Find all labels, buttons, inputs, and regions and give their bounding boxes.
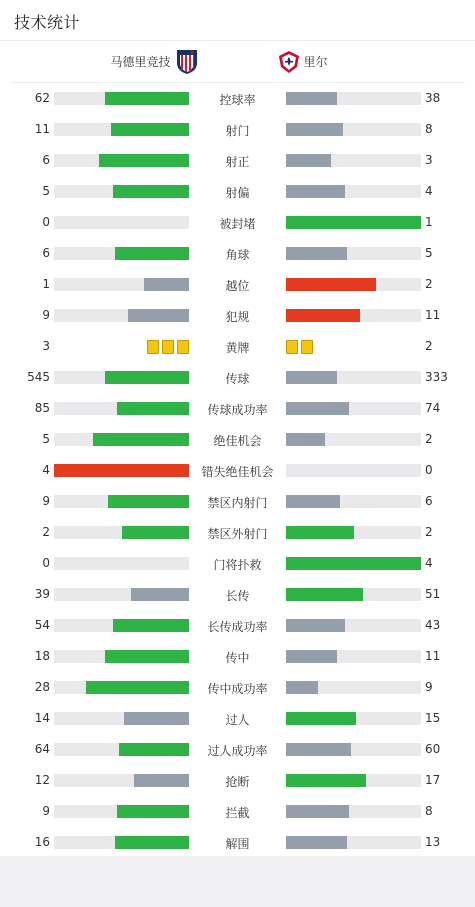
away-bar-track xyxy=(286,154,421,167)
home-stat-value: 1 xyxy=(42,277,50,291)
away-stat-value: 0 xyxy=(425,463,433,477)
yellow-card-icon xyxy=(147,340,159,354)
away-bar-track xyxy=(286,216,421,229)
away-stat-value: 74 xyxy=(425,401,441,415)
stat-row xyxy=(0,548,475,579)
away-stat-value: 17 xyxy=(425,773,441,787)
away-bar-fill xyxy=(286,185,345,198)
stat-label: 射偏 xyxy=(225,186,250,200)
home-stat-value: 4 xyxy=(42,463,50,477)
home-stat-value: 62 xyxy=(34,91,50,105)
home-bar-fill xyxy=(111,123,189,136)
home-bar-track xyxy=(54,836,189,849)
stat-row xyxy=(0,610,475,641)
away-bar-fill xyxy=(286,92,337,105)
home-bar-fill xyxy=(144,278,189,291)
away-bar-track xyxy=(286,92,421,105)
home-stat-value: 2 xyxy=(42,525,50,539)
home-stat-value: 85 xyxy=(34,401,50,415)
home-bar-fill xyxy=(117,805,189,818)
away-stat-value: 13 xyxy=(425,835,441,849)
home-stat-value: 5 xyxy=(42,432,50,446)
stat-row xyxy=(0,486,475,517)
away-stat-value: 60 xyxy=(425,742,441,756)
away-bar-fill xyxy=(286,495,340,508)
home-bar-fill xyxy=(108,495,189,508)
away-stat-value: 51 xyxy=(425,587,441,601)
away-bar-track xyxy=(286,185,421,198)
away-stat-value: 8 xyxy=(425,804,433,818)
stat-label: 过人 xyxy=(225,713,250,727)
away-bar-fill xyxy=(286,371,337,384)
away-bar-fill xyxy=(286,681,318,694)
atletico-madrid-crest-icon xyxy=(176,49,198,75)
home-bar-fill xyxy=(115,836,189,849)
home-bar-fill xyxy=(113,185,189,198)
home-bar-fill xyxy=(86,681,189,694)
stat-label: 绝佳机会 xyxy=(213,434,262,448)
away-bar-track xyxy=(286,836,421,849)
stat-label: 射正 xyxy=(225,155,250,169)
stat-row xyxy=(0,269,475,300)
away-yellow-cards xyxy=(286,340,313,353)
stat-row xyxy=(0,83,475,114)
home-stat-value: 39 xyxy=(34,587,50,601)
away-stat-value: 3 xyxy=(425,153,433,167)
away-bar-track xyxy=(286,650,421,663)
away-bar-fill xyxy=(286,278,376,291)
home-bar-track xyxy=(54,774,189,787)
home-stat-value: 0 xyxy=(42,556,50,570)
home-bar-track xyxy=(54,216,189,229)
home-stat-value: 64 xyxy=(34,742,50,756)
home-bar-track xyxy=(54,805,189,818)
home-bar-track xyxy=(54,681,189,694)
home-bar-track xyxy=(54,92,189,105)
home-bar-track xyxy=(54,402,189,415)
home-stat-value: 545 xyxy=(27,370,50,384)
away-stat-value: 2 xyxy=(425,277,433,291)
stat-label: 黄牌 xyxy=(225,341,250,355)
stat-label: 传球成功率 xyxy=(207,403,268,417)
stat-row xyxy=(0,641,475,672)
home-stat-value: 9 xyxy=(42,804,50,818)
stat-row xyxy=(0,114,475,145)
away-bar-fill xyxy=(286,743,351,756)
home-bar-track xyxy=(54,247,189,260)
home-bar-track xyxy=(54,588,189,601)
home-bar-track xyxy=(54,433,189,446)
stat-row xyxy=(0,300,475,331)
away-bar-fill xyxy=(286,774,366,787)
stat-label: 传中 xyxy=(225,651,250,665)
away-bar-fill xyxy=(286,557,421,570)
stat-row xyxy=(0,331,475,362)
home-bar-track xyxy=(54,619,189,632)
section-header xyxy=(0,0,475,41)
home-bar-fill xyxy=(105,371,189,384)
home-stat-value: 16 xyxy=(34,835,50,849)
stat-row xyxy=(0,176,475,207)
home-bar-fill xyxy=(122,526,190,539)
away-bar-track xyxy=(286,805,421,818)
away-stat-value: 6 xyxy=(425,494,433,508)
away-bar-track xyxy=(286,371,421,384)
away-stat-value: 11 xyxy=(425,308,441,322)
yellow-card-icon xyxy=(177,340,189,354)
home-bar-track xyxy=(54,123,189,136)
away-stat-value: 43 xyxy=(425,618,441,632)
stat-row xyxy=(0,703,475,734)
home-bar-fill xyxy=(124,712,189,725)
away-bar-track xyxy=(286,588,421,601)
yellow-card-icon xyxy=(162,340,174,354)
stat-row xyxy=(0,455,475,486)
home-bar-fill xyxy=(131,588,189,601)
away-bar-fill xyxy=(286,402,349,415)
home-bar-fill xyxy=(93,433,189,446)
stat-row xyxy=(0,145,475,176)
home-bar-track xyxy=(54,371,189,384)
away-team[interactable] xyxy=(278,41,328,82)
away-stat-value: 333 xyxy=(425,370,448,384)
stat-label: 禁区内射门 xyxy=(207,496,268,510)
away-stat-value: 11 xyxy=(425,649,441,663)
home-stat-value: 5 xyxy=(42,184,50,198)
away-bar-fill xyxy=(286,526,354,539)
away-bar-fill xyxy=(286,619,345,632)
home-bar-track xyxy=(54,526,189,539)
home-bar-fill xyxy=(105,92,189,105)
stats-list xyxy=(0,83,475,858)
stat-row xyxy=(0,362,475,393)
home-stat-value: 0 xyxy=(42,215,50,229)
home-bar-track xyxy=(54,309,189,322)
yellow-card-icon xyxy=(301,340,313,354)
home-team-name: 马德里竞技 xyxy=(110,55,171,69)
away-stat-value: 4 xyxy=(425,556,433,570)
home-bar-fill xyxy=(99,154,189,167)
stat-label: 拦截 xyxy=(225,806,250,820)
stat-label: 控球率 xyxy=(219,93,256,107)
away-stat-value: 4 xyxy=(425,184,433,198)
home-stat-value: 14 xyxy=(34,711,50,725)
away-bar-fill xyxy=(286,154,331,167)
home-bar-fill xyxy=(113,619,189,632)
teams-header xyxy=(10,41,465,83)
away-bar-fill xyxy=(286,712,356,725)
away-bar-track xyxy=(286,619,421,632)
home-stat-value: 12 xyxy=(34,773,50,787)
stat-label: 被封堵 xyxy=(219,217,256,231)
stat-label: 犯规 xyxy=(225,310,250,324)
away-bar-track xyxy=(286,526,421,539)
home-bar-track xyxy=(54,154,189,167)
home-bar-fill xyxy=(128,309,189,322)
stat-row xyxy=(0,672,475,703)
away-stat-value: 1 xyxy=(425,215,433,229)
home-bar-track xyxy=(54,650,189,663)
home-team[interactable] xyxy=(110,41,197,82)
home-bar-track xyxy=(54,557,189,570)
away-bar-track xyxy=(286,681,421,694)
yellow-card-icon xyxy=(286,340,298,354)
away-bar-track xyxy=(286,743,421,756)
home-bar-fill xyxy=(134,774,189,787)
stat-row xyxy=(0,734,475,765)
stat-label: 传中成功率 xyxy=(207,682,268,696)
home-bar-track xyxy=(54,278,189,291)
home-bar-track xyxy=(54,495,189,508)
away-stat-value: 2 xyxy=(425,339,433,353)
away-bar-track xyxy=(286,464,421,477)
home-bar-fill xyxy=(54,464,189,477)
away-bar-fill xyxy=(286,309,360,322)
home-bar-fill xyxy=(115,247,189,260)
away-stat-value: 8 xyxy=(425,122,433,136)
stat-label: 解围 xyxy=(225,837,250,851)
away-bar-fill xyxy=(286,588,363,601)
home-bar-track xyxy=(54,712,189,725)
stat-row xyxy=(0,517,475,548)
stat-label: 长传 xyxy=(225,589,250,603)
away-team-name: 里尔 xyxy=(303,55,328,69)
stat-label: 抢断 xyxy=(225,775,250,789)
away-bar-track xyxy=(286,402,421,415)
away-bar-track xyxy=(286,123,421,136)
away-bar-track xyxy=(286,495,421,508)
home-stat-value: 9 xyxy=(42,494,50,508)
away-stat-value: 9 xyxy=(425,680,433,694)
stat-row xyxy=(0,238,475,269)
home-bar-fill xyxy=(105,650,189,663)
home-yellow-cards xyxy=(147,340,189,353)
home-stat-value: 54 xyxy=(34,618,50,632)
away-bar-track xyxy=(286,433,421,446)
stat-row xyxy=(0,393,475,424)
stat-label: 越位 xyxy=(225,279,250,293)
home-stat-value: 3 xyxy=(42,339,50,353)
stat-label: 传球 xyxy=(225,372,250,386)
away-bar-fill xyxy=(286,123,343,136)
lille-crest-icon xyxy=(278,49,300,75)
away-stat-value: 2 xyxy=(425,525,433,539)
away-bar-track xyxy=(286,278,421,291)
stat-row xyxy=(0,765,475,796)
home-stat-value: 18 xyxy=(34,649,50,663)
home-stat-value: 11 xyxy=(34,122,50,136)
stat-label: 禁区外射门 xyxy=(207,527,268,541)
away-bar-track xyxy=(286,712,421,725)
away-bar-track xyxy=(286,557,421,570)
stat-label: 门将扑救 xyxy=(213,558,262,572)
home-stat-value: 9 xyxy=(42,308,50,322)
stat-row xyxy=(0,579,475,610)
stat-label: 错失绝佳机会 xyxy=(201,465,274,479)
stat-label: 长传成功率 xyxy=(207,620,268,634)
stat-label: 射门 xyxy=(225,124,250,138)
stat-label: 角球 xyxy=(225,248,250,262)
away-bar-fill xyxy=(286,836,347,849)
section-title: 技术统计 xyxy=(14,13,81,32)
home-bar-track xyxy=(54,743,189,756)
away-bar-track xyxy=(286,309,421,322)
home-bar-fill xyxy=(119,743,189,756)
home-stat-value: 6 xyxy=(42,153,50,167)
home-stat-value: 28 xyxy=(34,680,50,694)
home-bar-track xyxy=(54,464,189,477)
away-stat-value: 38 xyxy=(425,91,441,105)
home-bar-track xyxy=(54,185,189,198)
away-bar-track xyxy=(286,247,421,260)
stat-row xyxy=(0,796,475,827)
away-bar-fill xyxy=(286,433,325,446)
stat-row xyxy=(0,424,475,455)
away-bar-track xyxy=(286,774,421,787)
away-stat-value: 2 xyxy=(425,432,433,446)
home-stat-value: 6 xyxy=(42,246,50,260)
away-bar-fill xyxy=(286,805,349,818)
away-bar-fill xyxy=(286,650,337,663)
stat-label: 过人成功率 xyxy=(207,744,268,758)
home-bar-fill xyxy=(117,402,189,415)
stat-row xyxy=(0,207,475,238)
away-stat-value: 5 xyxy=(425,246,433,260)
stat-row xyxy=(0,827,475,858)
away-bar-fill xyxy=(286,216,421,229)
away-bar-fill xyxy=(286,247,347,260)
away-stat-value: 15 xyxy=(425,711,441,725)
